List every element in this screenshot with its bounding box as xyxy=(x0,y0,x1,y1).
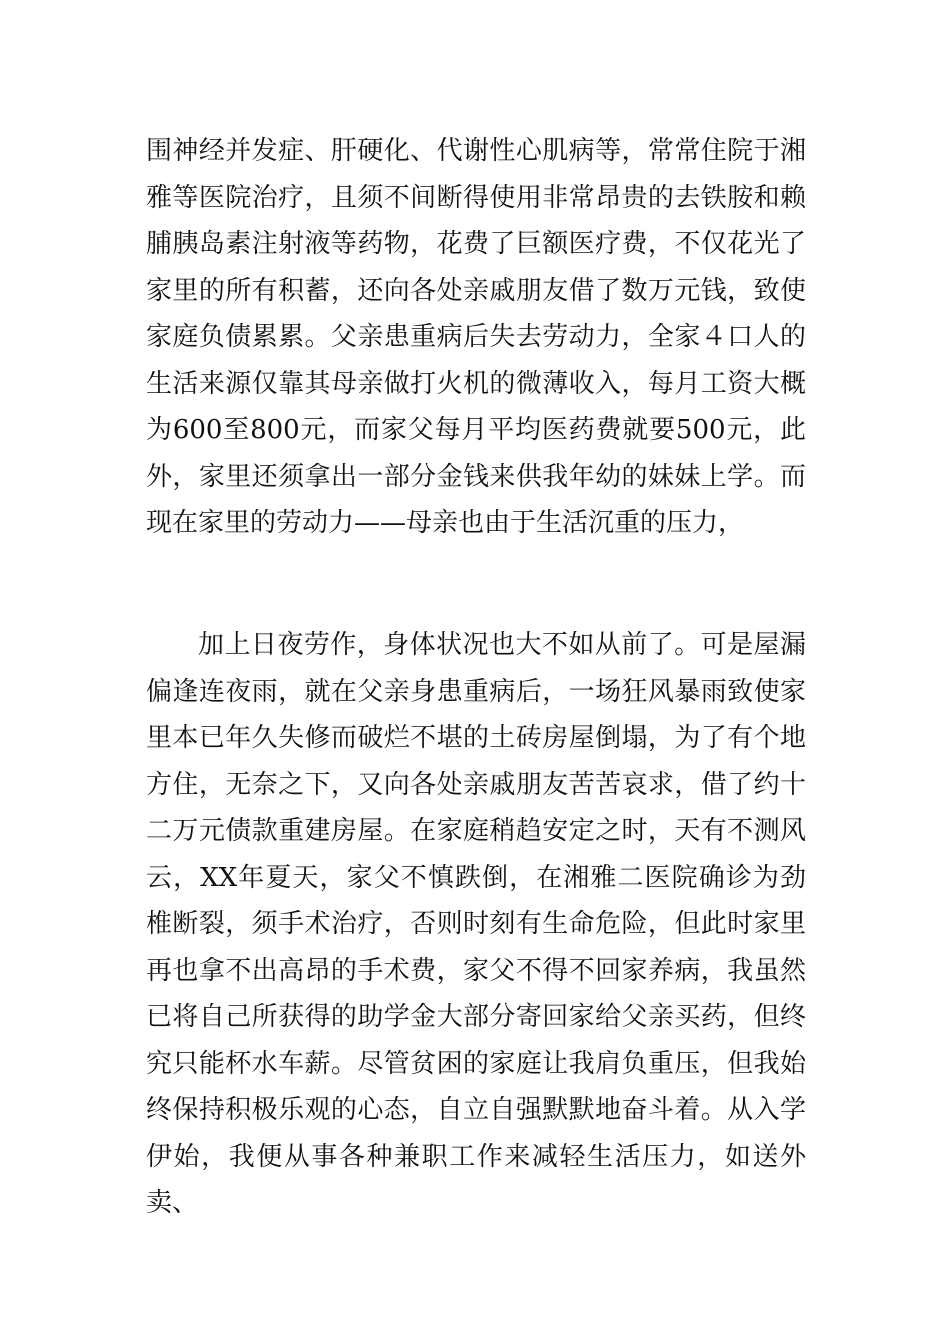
body-paragraph-2: 加上日夜劳作，身体状况也大不如从前了。可是屋漏偏逢连夜雨，就在父亲身患重病后，一场狂风暴雨致使家里本已年久失修而破烂不堪的土砖房屋倒塌，为了有个地方住，无奈之下，又向各处亲戚朋友苦苦哀求，借了约十二万元债款重建房屋。在家庭稍趋安定之时，天有不测风云，XX年夏天，家父不慎跌倒，在湘雅二医院确诊为劲椎断裂，须手术治疗，否则时刻有生命危险，但此时家里再也拿不出高昂的手术费，家父不得不回家养病，我虽然已将自己所获得的助学金大部分寄回家给父亲买药，但终究只能杯水车薪。尽管贫困的家庭让我肩负重压，但我始终保持积极乐观的心态，自立自强默默地奋斗着。从入学伊始，我便从事各种兼职工作来减轻生活压力，如送外卖、 xyxy=(146,630,806,1218)
body-paragraph-1: 围神经并发症、肝硬化、代谢性心肌病等，常常住院于湘雅等医院治疗，且须不间断得使用非常昂贵的去铁胺和赖脯胰岛素注射液等药物，花费了巨额医疗费，不仅花光了家里的所有积蓄，还向各处亲戚朋友借了数万元钱，致使家庭负债累累。父亲患重病后失去劳动力，全家４口人的生活来源仅靠其母亲做打火机的微薄收入，每月工资大概为600至800元，而家父每月平均医药费就要500元，此外，家里还须拿出一部分金钱来供我年幼的妹妹上学。而现在家里的劳动力——母亲也由于生活沉重的压力， xyxy=(146,136,806,538)
